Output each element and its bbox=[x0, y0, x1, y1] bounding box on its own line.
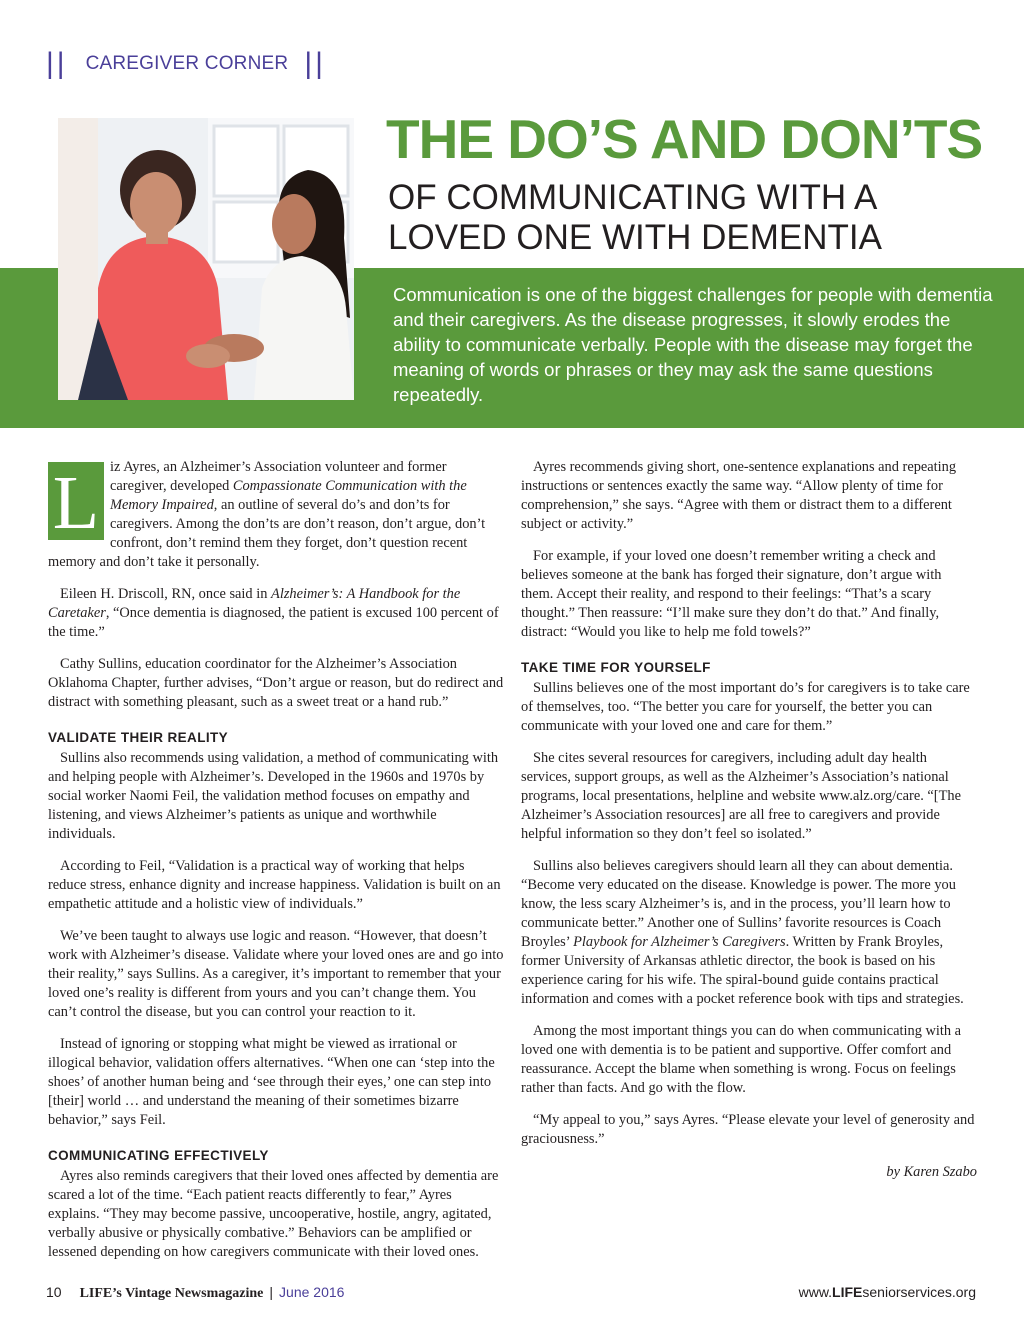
photo-two-women-talking bbox=[58, 118, 354, 400]
paragraph: Sullins believes one of the most important do’s for caregivers is to take care of themselves, too. “The better you care for yourself, the better you can communicate with your loved one and care for them.” bbox=[521, 680, 970, 734]
book-title: Playbook for Alzheimer’s Caregivers bbox=[573, 934, 786, 950]
article-subtitle bbox=[388, 178, 988, 258]
section-bars-left: || bbox=[46, 47, 68, 80]
paragraph: Instead of ignoring or stopping what might be viewed as irrational or illogical behavior, validation offers alternatives. “When one can ‘step into the shoes’ of another human being and ‘see through their eyes,’ one can step into [their] world … and understand the meaning of their sometimes bizarre behavior,” says Feil. bbox=[48, 1036, 495, 1128]
footer-separator: | bbox=[269, 1284, 274, 1300]
byline: by Karen Szabo bbox=[886, 1164, 977, 1180]
section-bars-right: || bbox=[304, 47, 326, 80]
website-url: www.LIFEseniorservices.org bbox=[798, 1284, 976, 1300]
paragraph: We’ve been taught to always use logic and reason. “However, that doesn’t work with Alzheimer’s disease. Validate where your loved ones are and go into their reality,” says Sullins. As a caregiver, it’s important to remember that your loved one’s reality is different from yours and you can’t change them. You can’t control the disease, but you can control your reaction to it. bbox=[48, 928, 504, 1020]
book-title: Alzheimer’s: A Handbook for the Caretaker bbox=[48, 586, 461, 621]
photo-illustration bbox=[58, 118, 354, 400]
paragraph: Among the most important things you can do when communicating with a loved one with dementia is to be patient and supportive. Offer comfort and reassurance. Accept the blame when something is wrong. Focus on feelings rather than facts. And go with the flow. bbox=[521, 1023, 962, 1096]
subtitle-line-1: OF COMMUNICATING WITH A bbox=[388, 178, 878, 217]
paragraph: “My appeal to you,” says Ayres. “Please elevate your level of generosity and graciousness.” bbox=[521, 1112, 975, 1147]
drop-cap: L bbox=[48, 462, 104, 540]
book-title: Compassionate Communication with the Memory Impaired bbox=[110, 478, 467, 513]
paragraph: Ayres also reminds caregivers that their loved ones affected by dementia are scared a lot of the time. “Each patient reacts differently to fear,” Ayres explains. “They may become passive, uncooperative, hostile, angry, agitated, verbally abusive or physically combative.” Behaviors can be amplified or lessened depending on how caregivers communicate with their loved ones. bbox=[48, 1168, 499, 1260]
subheading-take-time: TAKE TIME FOR YOURSELF bbox=[521, 660, 711, 675]
article-column-left bbox=[48, 458, 504, 1275]
paragraph: Ayres recommends giving short, one-sentence explanations and repeating instructions or sentences exactly the same way. “Allow plenty of time for comprehension,” she says. “Agree with them or distract them to a different subject or activity.” bbox=[521, 459, 957, 532]
paragraph: For example, if your loved one doesn’t remember writing a check and believes someone at the bank has forged their signature, don’t argue with them. Accept their reality, and respond to their feelings: “That’s a scary thought.” Then reassure: “I’ll make sure they don’t do that.” And finally, distract: “Would you like to help me fold towels?” bbox=[521, 548, 942, 640]
article-title: THE DO’S AND DON’TS bbox=[386, 108, 983, 170]
subheading-validate: VALIDATE THEIR REALITY bbox=[48, 730, 229, 745]
paragraph: Cathy Sullins, education coordinator for the Alzheimer’s Association Oklahoma Chapter, further advises, “Don’t argue or reason, but do redirect and distract with something pleasant, such as a sweet treat or a hand rub.” bbox=[48, 656, 504, 710]
paragraph: Sullins also believes caregivers should learn all they can about dementia. “Become very educated on the disease. Knowledge is power. The more you know, the less scary Alzheimer’s is, and in the process, you’ll learn how to communicate better.” Another one of Sullins’ favorite resources is Coach Broyles’ Playbook for Alzheimer’s Caregivers. Written by Frank Broyles, former University of Arkansas athletic director, the book is based on his experience caring for his wife. The spiral-bound guide contains practical information and comes with a pocket reference book with tips and strategies. bbox=[521, 858, 964, 1007]
article-column-right bbox=[521, 458, 977, 1182]
subheading-communicating: COMMUNICATING EFFECTIVELY bbox=[48, 1148, 269, 1163]
section-label: CAREGIVER CORNER bbox=[85, 53, 289, 74]
paragraph: Eileen H. Driscoll, RN, once said in Alzheimer’s: A Handbook for the Caretaker, “Once dementia is diagnosed, the patient is excused 100 percent of the time.” bbox=[48, 586, 499, 640]
paragraph: She cites several resources for caregivers, including adult day health services, support groups, as well as the Alzheimer’s Association’s national programs, local presentations, helpline and website www.alz.org/care. “[The Alzheimer’s Association resources] are all free to caregivers and provide helpful information so they don’t feel so isolated.” bbox=[521, 750, 961, 842]
magazine-name: LIFE’s Vintage Newsmagazine bbox=[79, 1286, 264, 1301]
intro-text: Communication is one of the biggest challenges for people with dementia and their caregivers. As the disease progresses, it slowly erodes the ability to communicate verbally. People with the disease may forget the meaning of words or phrases or they may ask the same questions repeatedly. bbox=[393, 284, 993, 405]
section-header bbox=[46, 46, 326, 82]
subtitle-line-2: LOVED ONE WITH DEMENTIA bbox=[388, 218, 882, 257]
paragraph: iz Ayres, an Alzheimer’s Association volunteer and former caregiver, developed Compassionate Communication with the Memory Impaired, an outline of several do’s and don’ts for caregivers. Among the don’ts are don’t reason, don’t argue, don’t confront, don’t remind them they forget, don’t question recent memory and don’t take it personally. bbox=[48, 459, 486, 570]
paragraph: According to Feil, “Validation is a practical way of working that helps reduce stress, enhance dignity and increase happiness. Validation is built on an empathetic attitude and a holistic view of individuals.” bbox=[48, 858, 501, 912]
issue-date: June 2016 bbox=[279, 1284, 345, 1300]
page-number: 10 bbox=[46, 1284, 62, 1300]
paragraph: Sullins also recommends using validation, a method of communicating with and helping people with Alzheimer’s. Developed in the 1960s and 1970s by social worker Naomi Feil, the validation method focuses on empathy and listening, and views Alzheimer’s patients as unique and worthwhile individuals. bbox=[48, 750, 499, 842]
footer-left bbox=[46, 1284, 344, 1302]
